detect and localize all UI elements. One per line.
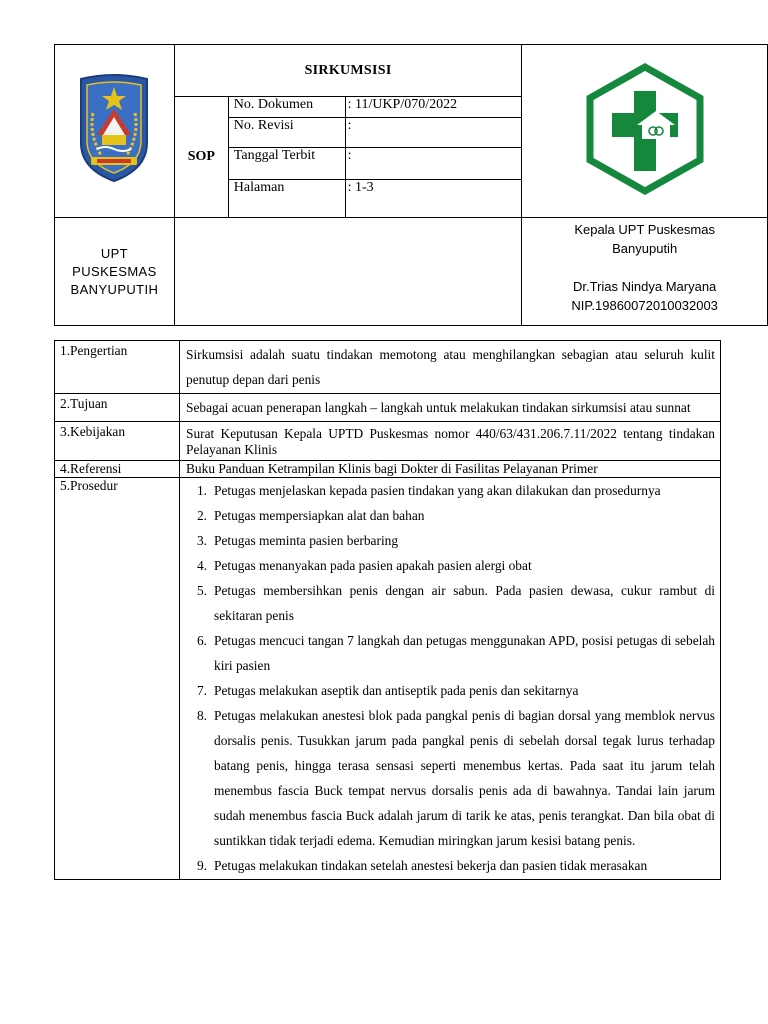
regency-emblem-icon (75, 73, 153, 185)
section-label: 4.Referensi (55, 461, 180, 478)
step-text: Petugas menjelaskan kepada pasien tindakan yang akan dilakukan dan prosedurnya (214, 483, 661, 498)
list-item (185, 628, 715, 678)
list-item (185, 553, 715, 578)
unit-line: BANYUPUTIH (70, 281, 159, 297)
head-nip: NIP.19860072010032003 (571, 298, 718, 313)
step-number: 8. (196, 708, 207, 723)
list-item (185, 578, 715, 628)
step-number: 6. (196, 633, 207, 648)
section-label: 2.Tujuan (55, 394, 180, 422)
meta-value-halaman: : 1-3 (345, 180, 522, 218)
procedure-steps-list (185, 478, 715, 878)
list-item (185, 703, 715, 853)
head-name: Dr.Trias Nindya Maryana (573, 279, 717, 294)
unit-line: PUSKESMAS (72, 263, 157, 279)
meta-value-tanggal-terbit: : (345, 148, 522, 180)
step-text: Petugas meminta pasien berbaring (214, 533, 399, 548)
list-item (185, 528, 715, 553)
step-number: 1. (196, 483, 207, 498)
list-item (185, 503, 715, 528)
meta-value-no-dokumen: : 11/UKP/070/2022 (345, 97, 522, 118)
section-row-referensi (55, 461, 721, 478)
head-title: Kepala UPT Puskesmas (574, 222, 715, 237)
step-text: Petugas melakukan aseptik dan antiseptik pada penis dan sekitarnya (214, 683, 579, 698)
head-signature-block (522, 218, 768, 326)
meta-label-no-revisi: No. Revisi (228, 118, 345, 148)
step-text: Petugas melakukan anestesi blok pada pangkal penis di bagian dorsal yang memblok nervus dorsalis penis. Tusukkan jarum pada pangkal penis di sebelah dorsal tegak lurus terhadap batang penis, hingga terasa sensasi seperti menembus kertas. Pada saat itu jarum telah menembus fascia Buck tempat nervus dorsalis penis ada di bawahnya. Tandai lain jarum sudah menembus fascia Buck adalah jarum di tarik ke atas, penis terangkat. Dan bila obat di suntikkan tidak terjadi edema. Kemudian miringkan jarum kesisi batang penis. (214, 708, 715, 848)
step-number: 9. (196, 858, 207, 873)
list-item (185, 853, 715, 878)
puskesmas-logo-cell (522, 45, 768, 218)
procedure-steps-cell (180, 478, 721, 880)
section-row-kebijakan (55, 422, 721, 461)
section-text: Sirkumsisi adalah suatu tindakan memotong atau menghilangkan sebagian atau seluruh kulit penutup depan dari penis (180, 341, 721, 394)
unit-line: UPT (100, 245, 129, 261)
section-row-tujuan (55, 394, 721, 422)
step-text: Petugas mempersiapkan alat dan bahan (214, 508, 425, 523)
section-label: 1.Pengertian (55, 341, 180, 394)
step-text: Petugas membersihkan penis dengan air sabun. Pada pasien dewasa, cukur rambut di sekitaran penis (214, 583, 715, 623)
sop-header-table (54, 44, 768, 326)
step-number: 2. (196, 508, 207, 523)
section-label: 3.Kebijakan (55, 422, 180, 461)
document-title: SIRKUMSISI (174, 45, 521, 97)
section-text: Buku Panduan Ketrampilan Klinis bagi Dokter di Fasilitas Pelayanan Primer (180, 461, 721, 478)
list-item (185, 678, 715, 703)
section-text: Surat Keputusan Kepala UPTD Puskesmas nomor 440/63/431.206.7.11/2022 tentang tindakan Pelayanan Klinis (180, 422, 721, 461)
puskesmas-logo-icon (584, 63, 706, 195)
empty-cell (174, 218, 521, 326)
step-text: Petugas melakukan tindakan setelah anestesi bekerja dan pasien tidak merasakan (214, 858, 648, 873)
meta-value-no-revisi: : (345, 118, 522, 148)
meta-label-tanggal-terbit: Tanggal Terbit (228, 148, 345, 180)
section-label: 5.Prosedur (55, 478, 180, 880)
meta-label-halaman: Halaman (228, 180, 345, 218)
step-number: 5. (196, 583, 207, 598)
section-row-pengertian (55, 341, 721, 394)
section-row-prosedur (55, 478, 721, 880)
section-text: Sebagai acuan penerapan langkah – langkah untuk melakukan tindakan sirkumsisi atau sunnat (180, 394, 721, 422)
step-number: 7. (196, 683, 207, 698)
step-text: Petugas mencuci tangan 7 langkah dan petugas menggunakan APD, posisi petugas di sebelah kiri pasien (214, 633, 715, 673)
step-number: 4. (196, 558, 207, 573)
step-text: Petugas menanyakan pada pasien apakah pasien alergi obat (214, 558, 532, 573)
regency-emblem-cell (55, 45, 175, 218)
list-item (185, 478, 715, 503)
head-title-unit: Banyuputih (612, 241, 678, 256)
unit-name (55, 218, 175, 326)
sop-content-table (54, 340, 721, 880)
step-number: 3. (196, 533, 207, 548)
sop-label: SOP (174, 97, 228, 218)
meta-label-no-dokumen: No. Dokumen (228, 97, 345, 118)
